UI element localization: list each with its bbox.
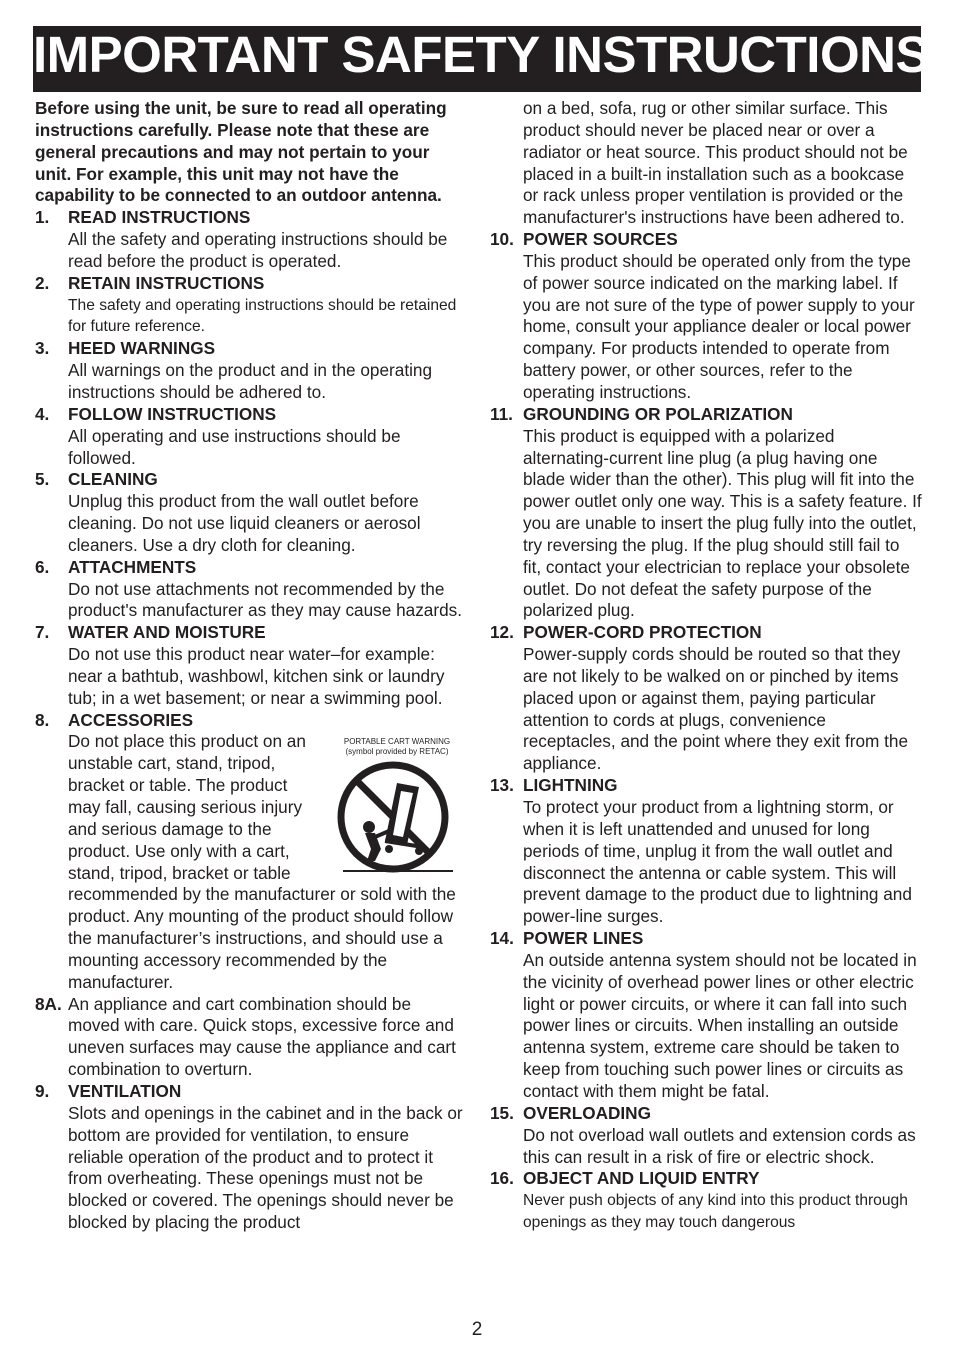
instruction-item-15 — [490, 1103, 922, 1169]
item-number: 2. — [35, 272, 50, 293]
item-number: 1. — [35, 207, 50, 228]
item-number: 12. — [490, 622, 514, 643]
instruction-item-9 — [35, 1081, 467, 1234]
item-text: All warnings on the product and in the operating instructions should be adhered to. — [68, 360, 433, 402]
item-text: All the safety and operating instructions should be read before the product is operated. — [68, 229, 448, 271]
item-heading: READ INSTRUCTIONS — [68, 207, 251, 228]
item-text: Do not use attachments not recommended by the product's manufacturer as they may cause hazards. — [68, 578, 463, 621]
instruction-item-5 — [35, 469, 467, 556]
cart-warning-caption-source: (symbol provided by RETAC) — [345, 747, 449, 757]
item-heading: POWER LINES — [523, 928, 644, 949]
item-text: The safety and operating instructions should be retained for future reference. — [68, 296, 457, 336]
item-heading: VENTILATION — [68, 1080, 182, 1101]
cart-tipover-warning-icon — [337, 761, 457, 877]
instruction-item-7 — [35, 622, 467, 709]
instruction-item-8 — [35, 710, 467, 994]
item-text: To protect your product from a lightning storm, or when it is left unattended and unused for long periods of time, unplug it from the wall outlet and disconnect the antenna or cable system. This will prevent damage to the product due to lightning and power-line surges. — [523, 797, 912, 927]
instruction-item-3 — [35, 338, 467, 404]
instruction-item-8a — [35, 994, 467, 1081]
item-text-with-figure — [68, 731, 467, 993]
item-number: 15. — [490, 1102, 514, 1123]
item-text: This product should be operated only from the type of power source indicated on the marking label. If you are not sure of the type of power supply to your home, consult your appliance dealer or local power company. For products intended to operate from battery power, or other sources, refer to the operating instructions. — [523, 250, 915, 402]
item-heading: HEED WARNINGS — [68, 338, 216, 359]
item-number: 8A. — [35, 993, 62, 1014]
item-number: 8. — [35, 709, 50, 730]
item-number: 16. — [490, 1168, 514, 1189]
item-text-part2: on a bed, sofa, rug or other similar surface. This product should never be placed near or over a radiator or heat source. This product should not be placed in a built-in installation such as a bookcase or rack unless proper ventilation is provided or the manufacturer's instructions have been adhered to. — [523, 98, 908, 228]
cart-warning-figure — [327, 737, 467, 879]
instruction-item-14 — [490, 928, 922, 1103]
item-heading: POWER SOURCES — [523, 229, 678, 250]
left-column — [35, 98, 467, 1234]
item-number: 3. — [35, 338, 50, 359]
instruction-item-11 — [490, 404, 922, 622]
item-text-part1: Slots and openings in the cabinet and in the back or bottom are provided for ventilation, to ensure reliable operation of the product and to protect it from overheating. These openings must not be blocked or covered. The openings should never be blocked by placing the product — [68, 1102, 463, 1233]
item-number: 6. — [35, 556, 50, 577]
instruction-item-16 — [490, 1168, 922, 1234]
instruction-item-10 — [490, 229, 922, 404]
item-text: An outside antenna system should not be located in the vicinity of overhead power lines or other electric light or power circuits, or where it can fall into such power lines or circuits. When installing an outside antenna system, extreme care should be taken to keep from touching such power lines or circuits as contact with them might be fatal. — [523, 949, 917, 1101]
item-number: 4. — [35, 403, 50, 424]
item-heading: ATTACHMENTS — [68, 556, 197, 577]
cart-warning-caption: PORTABLE CART WARNING — [343, 737, 451, 747]
instruction-item-13 — [490, 775, 922, 928]
item-number: 13. — [490, 775, 514, 796]
instruction-item-6 — [35, 557, 467, 623]
item-heading: OBJECT AND LIQUID ENTRY — [523, 1168, 760, 1189]
instruction-item-2 — [35, 273, 467, 339]
item-heading: ACCESSORIES — [68, 709, 194, 730]
item-number: 5. — [35, 469, 50, 490]
item-text: This product is equipped with a polarized alternating-current line plug (a plug having one blade wider than the other). This plug will fit into the power outlet only one way. This is a safety feature. If you are unable to insert the plug fully into the outlet, try reversing the plug. If the plug should still fail to fit, contact your electrician to replace your obsolete outlet. Do not defeat the safety purpose of the polarized plug. — [523, 425, 922, 621]
item-text: An appliance and cart combination should be moved with care. Quick stops, excessive force and uneven surfaces may cause the appliance and cart combination to overturn. — [68, 993, 456, 1080]
right-column — [490, 98, 922, 1234]
item-heading: OVERLOADING — [523, 1102, 651, 1123]
title-banner — [33, 26, 929, 92]
item-number: 11. — [490, 403, 513, 424]
item-heading: CLEANING — [68, 469, 158, 490]
item-text: Power-supply cords should be routed so that they are not likely to be walked on or pinched by items placed upon or against them, paying particular attention to cords at plugs, convenience receptacles, and the point where they exit from the appliance. — [523, 644, 909, 774]
instruction-item-4 — [35, 404, 467, 470]
item-text: All operating and use instructions should be followed. — [68, 425, 401, 468]
item-number: 14. — [490, 928, 514, 949]
item-heading: GROUNDING OR POLARIZATION — [523, 403, 793, 424]
item-number: 9. — [35, 1080, 50, 1101]
item-text: Unplug this product from the wall outlet before cleaning. Do not use liquid cleaners or aerosol cleaners. Use a dry cloth for cleaning. — [68, 491, 421, 555]
item-text: Do not use this product near water–for example: near a bathtub, washbowl, kitchen sink or laundry tub; in a wet basement; or near a swimming pool. — [68, 644, 445, 708]
instruction-item-1 — [35, 207, 467, 273]
instruction-item-12 — [490, 622, 922, 775]
intro-paragraph: Before using the unit, be sure to read all operating instructions carefully. Please note that these are general precautions and may not pertain to your unit. For example, this unit may not have the capability to be connected to an outdoor antenna. — [35, 98, 447, 206]
item-heading: FOLLOW INSTRUCTIONS — [68, 403, 277, 424]
item-text: Do not overload wall outlets and extension cords as this can result in a risk of fire or electric shock. — [523, 1124, 916, 1167]
item-heading: LIGHTNING — [523, 775, 618, 796]
item-text: Never push objects of any kind into this product through openings as they may touch dangerous — [523, 1192, 908, 1232]
page-title: IMPORTANT SAFETY INSTRUCTIONS — [33, 26, 929, 83]
item-text: Do not place this product on an unstable cart, stand, tripod, bracket or table. The product may fall, causing serious injury and serious damage to the product. Use only with a cart, stand, tripod, bracket or table recommended by the manufacturer or sold with the product. Any mounting of the product should follow the manufacturer’s instructions, and should use a mounting accessory recommended by the manufacturer. — [68, 731, 456, 992]
page-number: 2 — [471, 1319, 483, 1340]
item-heading: POWER-CORD PROTECTION — [523, 622, 762, 643]
item-number: 10. — [490, 229, 514, 250]
item-number: 7. — [35, 622, 50, 643]
item-heading: WATER AND MOISTURE — [68, 622, 266, 643]
item-heading: RETAIN INSTRUCTIONS — [68, 272, 265, 293]
